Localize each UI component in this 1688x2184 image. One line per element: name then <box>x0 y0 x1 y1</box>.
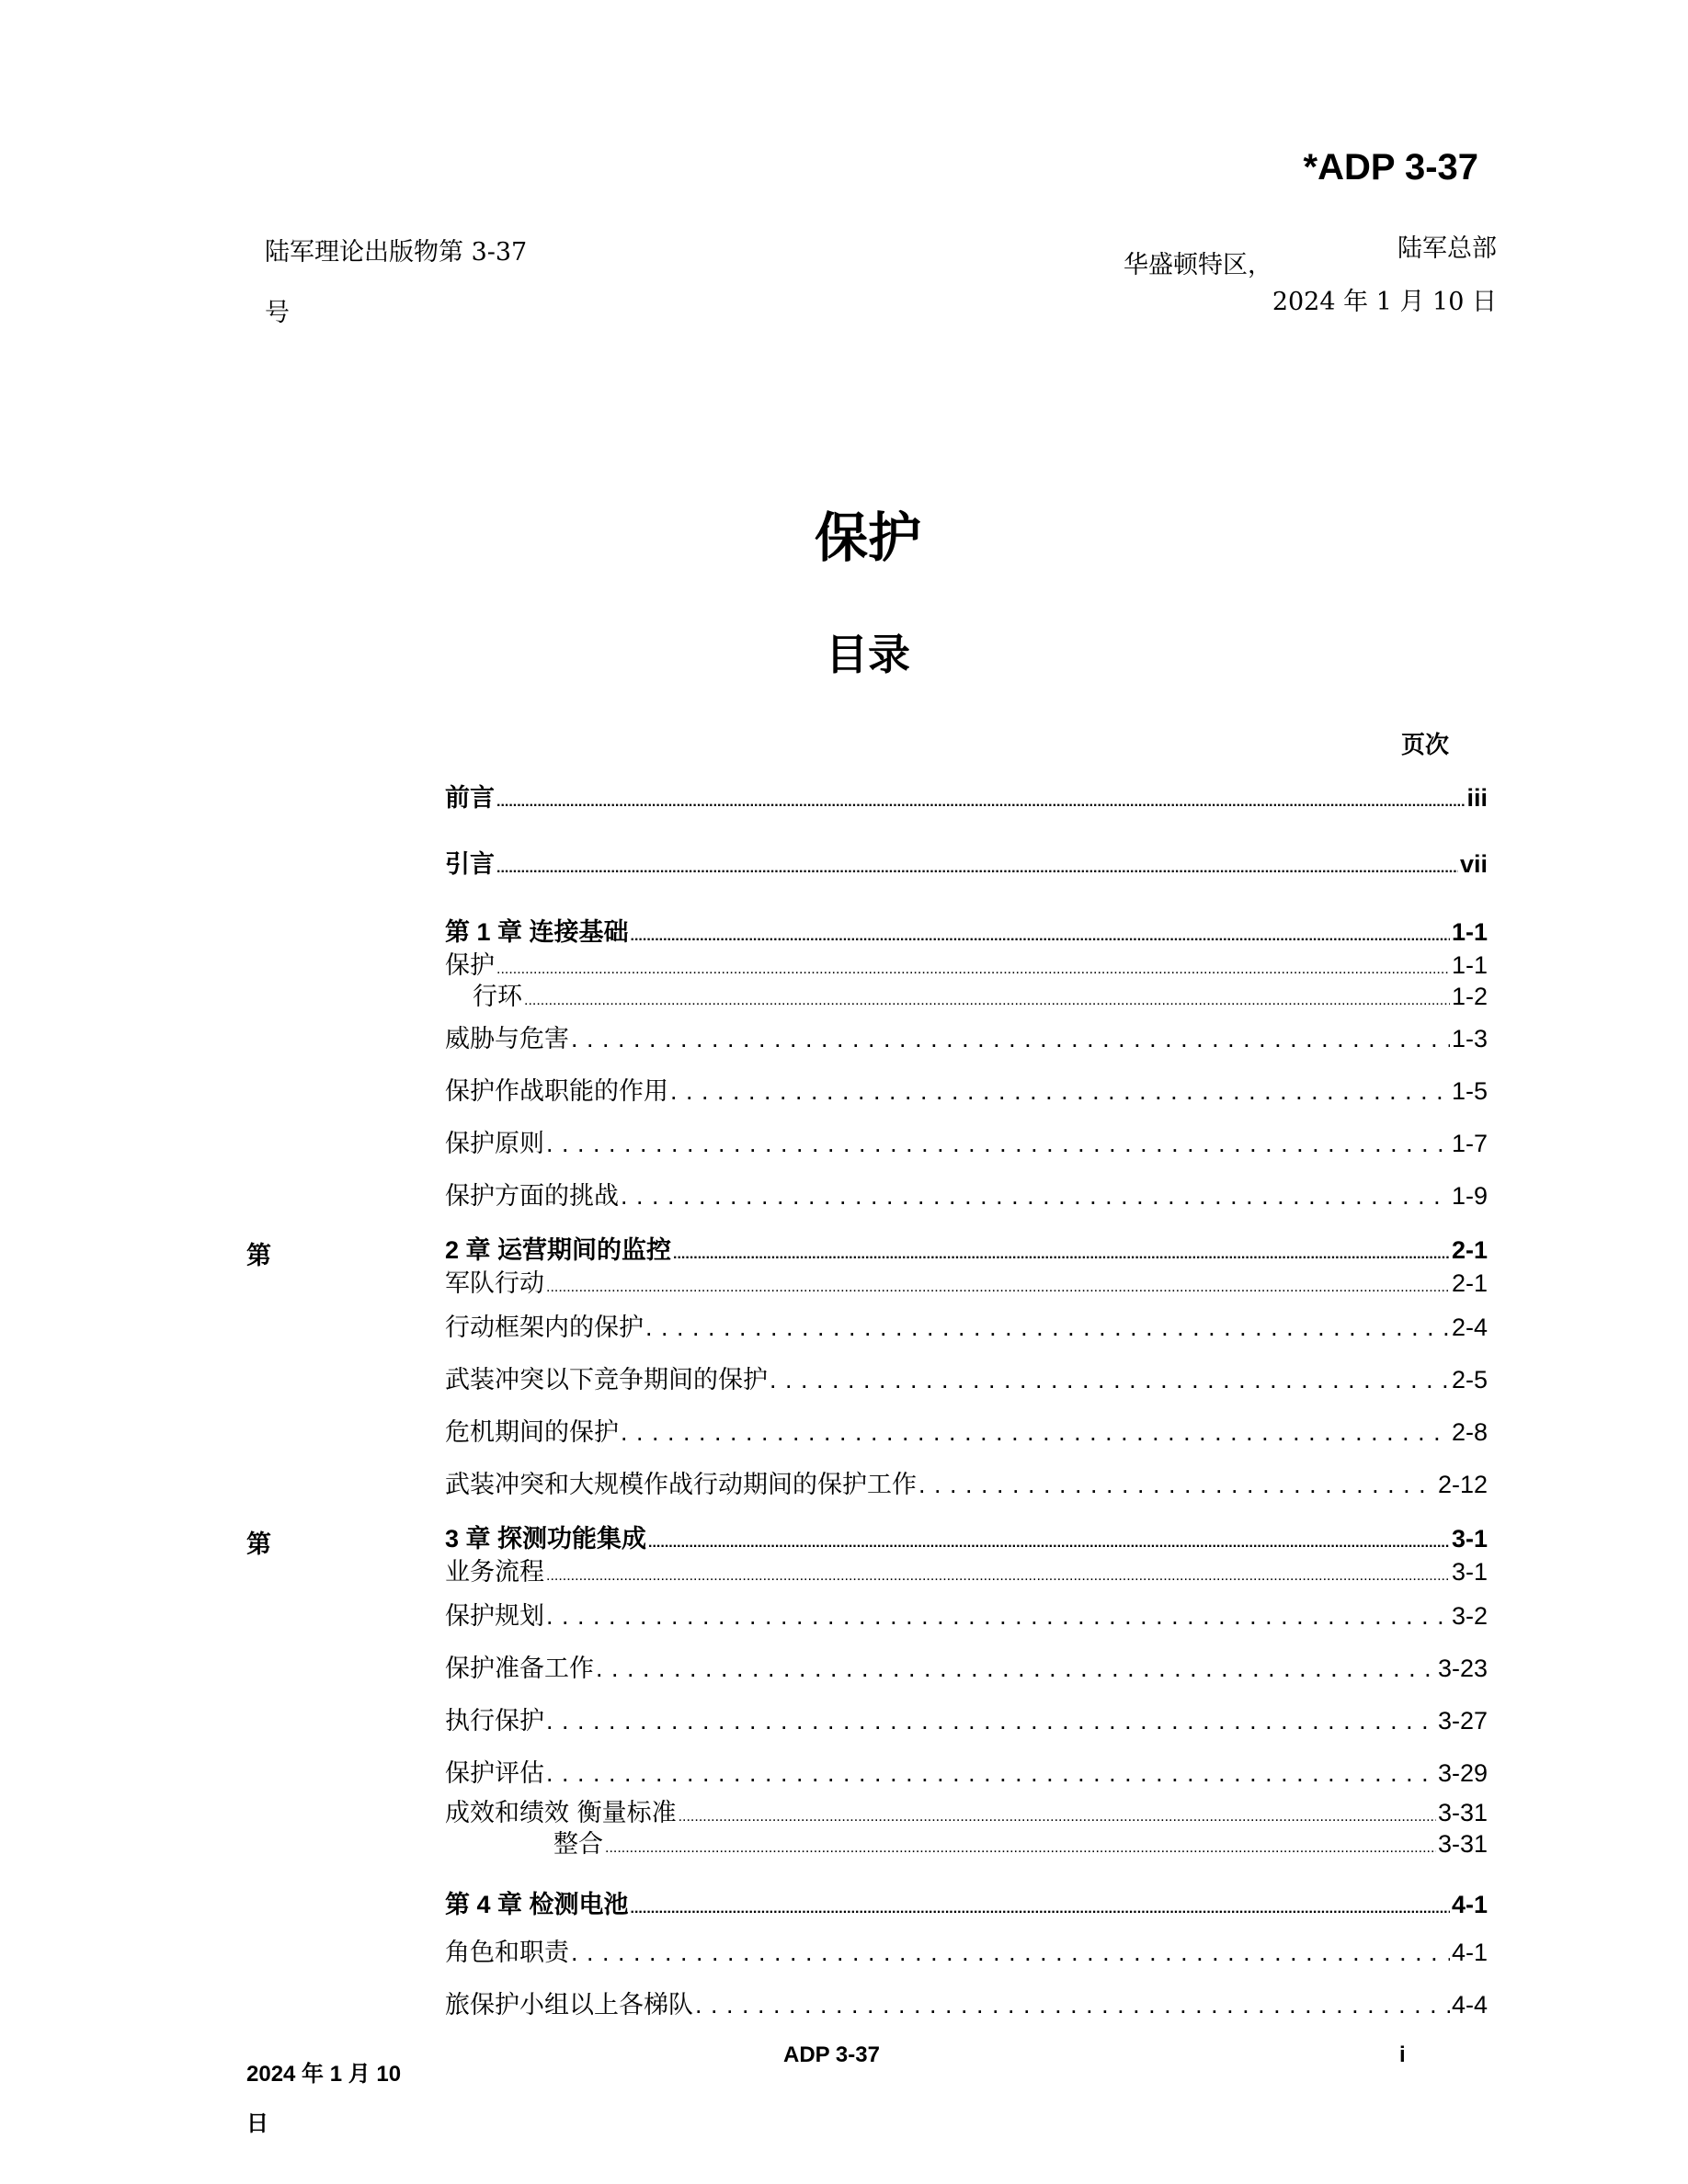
toc-entry-competition[interactable] <box>445 1365 1488 1395</box>
footer-page-number: i <box>1399 2042 1406 2067</box>
toc-entry-page: 3-27 <box>1437 1707 1488 1735</box>
dot-leader <box>621 1417 1450 1447</box>
dot-leader <box>546 1706 1436 1735</box>
publication-date: 2024 年 1 月 10 日 <box>1272 288 1497 316</box>
toc-entry-label: 武装冲突以下竞争期间的保护 <box>445 1366 768 1394</box>
toc-entry-label: 第 1 章 连接基础 <box>445 918 629 946</box>
toc-entry-protection[interactable] <box>445 950 1488 981</box>
toc-entry-page: 1-3 <box>1451 1025 1488 1052</box>
publication-line: 陆军理论出版物第 3-37 <box>265 238 528 267</box>
toc-entry-label: 保护作战职能的作用 <box>445 1077 668 1106</box>
dot-leader <box>673 1246 1450 1263</box>
toc-entry-label: 行环 <box>473 983 522 1011</box>
toc-entry-large-scale-combat[interactable] <box>445 1470 1488 1500</box>
toc-entry-introduction[interactable] <box>445 849 1488 879</box>
location: 华盛顿特区， <box>1123 251 1272 279</box>
toc-entry-page: 3-23 <box>1437 1655 1488 1682</box>
dot-leader <box>679 1808 1436 1826</box>
toc-entry-preface[interactable] <box>445 783 1488 813</box>
dot-leader <box>546 1758 1436 1788</box>
dot-leader <box>770 1365 1450 1394</box>
dot-leader <box>645 1313 1450 1342</box>
dot-leader <box>631 927 1450 945</box>
toc-entry-page: 1-1 <box>1451 918 1488 946</box>
toc-entry-label: 保护规划 <box>445 1602 544 1631</box>
toc-entry-page: 3-31 <box>1437 1799 1488 1826</box>
toc-entry-page: 2-4 <box>1451 1314 1488 1341</box>
toc-entry-label: 整合 <box>553 1830 603 1859</box>
footer-date-continued: 日 <box>246 2111 268 2136</box>
toc-entry-page: 1-5 <box>1451 1077 1488 1105</box>
dot-leader <box>496 793 1465 811</box>
dot-leader <box>571 1938 1450 1967</box>
toc-entry-label: 3 章 探测功能集成 <box>445 1525 647 1553</box>
toc-entry-page: 4-4 <box>1451 1991 1488 2019</box>
toc-entry-threats[interactable] <box>445 1024 1488 1054</box>
toc-entry-label: 2 章 运营期间的监控 <box>445 1236 672 1264</box>
toc-entry-chapter-1[interactable] <box>445 917 1488 947</box>
toc-entry-label: 保护方面的挑战 <box>445 1182 619 1211</box>
headquarters: 陆军总部 <box>1397 234 1497 263</box>
chapter-prefix: 第 <box>246 1242 271 1269</box>
toc-entry-roles[interactable] <box>445 1938 1488 1968</box>
toc-entry-page: 3-1 <box>1451 1525 1488 1553</box>
toc-entry-protection-planning[interactable] <box>445 1601 1488 1632</box>
toc-entry-measures[interactable] <box>445 1798 1488 1828</box>
toc-entry-protection-assessment[interactable] <box>445 1758 1488 1789</box>
toc-entry-challenges[interactable] <box>445 1181 1488 1211</box>
toc-heading: 目录 <box>826 631 910 678</box>
dot-leader <box>605 1839 1436 1857</box>
toc-entry-warfighting-function[interactable] <box>445 1076 1488 1107</box>
publication-line-continued: 号 <box>265 299 290 327</box>
footer-document-id: ADP 3-37 <box>783 2042 880 2067</box>
toc-entry-operations-process[interactable] <box>445 1557 1488 1587</box>
footer-date: 2024 年 1 月 10 <box>246 2062 402 2087</box>
dot-leader <box>695 1990 1450 2019</box>
toc-entry-page: 4-1 <box>1451 1891 1488 1918</box>
dot-leader <box>918 1470 1436 1499</box>
toc-entry-protection-execution[interactable] <box>445 1706 1488 1736</box>
toc-entry-page: 4-1 <box>1451 1939 1488 1966</box>
dot-leader <box>571 1024 1450 1053</box>
toc-entry-page: iii <box>1466 784 1488 812</box>
toc-entry-page: 1-7 <box>1451 1130 1488 1157</box>
dot-leader <box>621 1181 1450 1211</box>
toc-entry-page: 3-2 <box>1451 1602 1488 1630</box>
toc-entry-page: 2-1 <box>1451 1236 1488 1264</box>
toc-entry-environment[interactable] <box>445 982 1488 1012</box>
dot-leader <box>546 1567 1450 1585</box>
dot-leader <box>670 1076 1450 1106</box>
toc-entry-label: 执行保护 <box>445 1707 544 1735</box>
toc-entry-principles[interactable] <box>445 1129 1488 1159</box>
toc-entry-page: 3-31 <box>1437 1830 1488 1858</box>
toc-entry-page: 2-1 <box>1451 1269 1488 1297</box>
toc-entry-label: 武装冲突和大规模作战行动期间的保护工作 <box>445 1471 917 1499</box>
toc-entry-page: 3-29 <box>1437 1759 1488 1787</box>
dot-leader <box>631 1900 1450 1917</box>
toc-entry-label: 前言 <box>445 784 495 812</box>
toc-entry-page: 1-1 <box>1451 951 1488 979</box>
toc-entry-operational-framework[interactable] <box>445 1313 1488 1343</box>
toc-entry-chapter-4[interactable] <box>445 1890 1488 1919</box>
toc-entry-label: 业务流程 <box>445 1558 544 1587</box>
dot-leader <box>496 961 1450 978</box>
toc-entry-page: 1-9 <box>1451 1182 1488 1210</box>
toc-entry-label: 威胁与危害 <box>445 1025 569 1053</box>
dot-leader <box>546 1129 1450 1158</box>
dot-leader <box>648 1534 1450 1552</box>
toc-entry-protection-preparation[interactable] <box>445 1654 1488 1684</box>
toc-entry-label: 第 4 章 检测电池 <box>445 1891 629 1918</box>
toc-entry-page: 2-12 <box>1437 1471 1488 1498</box>
toc-entry-label: 引言 <box>445 850 495 878</box>
dot-leader <box>524 992 1450 1009</box>
dot-leader <box>496 859 1458 877</box>
toc-entry-page: 2-5 <box>1451 1366 1488 1393</box>
toc-entry-label: 保护评估 <box>445 1759 544 1788</box>
toc-entry-label: 保护 <box>445 951 495 980</box>
toc-entry-integration[interactable] <box>445 1829 1488 1860</box>
page-title: 保护 <box>814 508 921 568</box>
toc-entry-echelons[interactable] <box>445 1990 1488 2020</box>
toc-entry-label: 保护原则 <box>445 1130 544 1158</box>
toc-entry-label: 旅保护小组以上各梯队 <box>445 1991 693 2019</box>
toc-entry-crisis[interactable] <box>445 1417 1488 1448</box>
toc-entry-page: vii <box>1459 850 1488 878</box>
toc-entry-chapter-2[interactable] <box>445 1235 1488 1265</box>
dot-leader <box>596 1654 1436 1683</box>
toc-entry-label: 角色和职责 <box>445 1939 569 1967</box>
toc-entry-page: 2-8 <box>1451 1418 1488 1446</box>
toc-entry-label: 危机期间的保护 <box>445 1418 619 1447</box>
chapter-prefix: 第 <box>246 1530 271 1558</box>
document-id: *ADP 3-37 <box>1303 147 1478 188</box>
dot-leader <box>546 1279 1450 1296</box>
toc-entry-label: 行动框架内的保护 <box>445 1314 644 1342</box>
dot-leader <box>546 1601 1450 1631</box>
toc-entry-chapter-3[interactable] <box>445 1524 1488 1553</box>
page-column-label: 页次 <box>1401 731 1450 758</box>
toc-entry-label: 军队行动 <box>445 1269 544 1298</box>
toc-entry-label: 成效和绩效 衡量标准 <box>445 1799 677 1827</box>
toc-entry-page: 3-1 <box>1451 1558 1488 1586</box>
toc-entry-army-operations[interactable] <box>445 1268 1488 1299</box>
toc-entry-page: 1-2 <box>1451 983 1488 1010</box>
toc-entry-label: 保护准备工作 <box>445 1655 594 1683</box>
